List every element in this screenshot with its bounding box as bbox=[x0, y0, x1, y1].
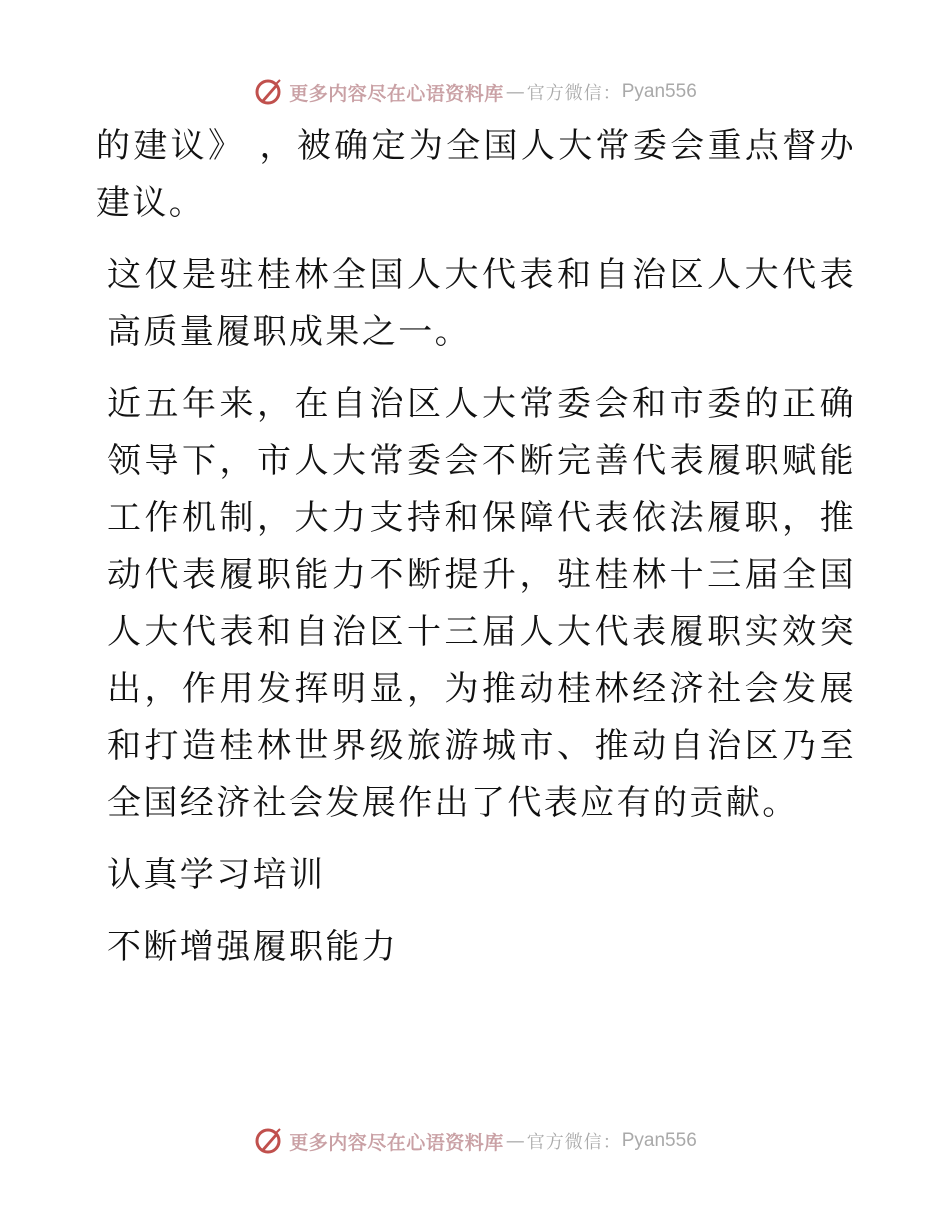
quill-logo-icon bbox=[253, 77, 283, 107]
quill-logo-icon bbox=[253, 1126, 283, 1156]
watermark-wechat-id: Pyan556 bbox=[621, 1130, 697, 1151]
watermark-sub-text: 官方微信： bbox=[526, 1132, 622, 1153]
watermark-main-text: 更多内容尽在心语资料库 bbox=[289, 1131, 504, 1154]
paragraph-3: 近五年来，在自治区人大常委会和市委的正确领导下，市人大常委会不断完善代表履职赋能工作机制，大力支持和保障代表依法履职，推动代表履职能力不断提升，驻桂林十三届全国人大代表和自治区十三届人大代表履职实效突出，作用发挥明显，为推动桂林经济社会发展和打造桂林世界级旅游城市、推动自治区乃至全国经济社会发展作出了代表应有的贡献。 bbox=[107, 384, 856, 823]
footer-watermark bbox=[0, 1121, 950, 1161]
watermark-sub-text: 官方微信： bbox=[526, 83, 622, 104]
document-body bbox=[96, 118, 856, 991]
section-heading-1: 认真学习培训 bbox=[107, 855, 326, 895]
paragraph-2: 这仅是驻桂林全国人大代表和自治区人大代表高质量履职成果之一。 bbox=[107, 255, 856, 352]
watermark-dash: — bbox=[505, 81, 525, 103]
paragraph-1: 的建议》 ，被确定为全国人大常委会重点督办建议。 bbox=[96, 126, 856, 223]
watermark-wechat-id: Pyan556 bbox=[621, 81, 697, 102]
header-watermark bbox=[0, 72, 950, 112]
section-heading-2: 不断增强履职能力 bbox=[107, 927, 399, 967]
watermark-dash: — bbox=[505, 1130, 525, 1152]
watermark-main-text: 更多内容尽在心语资料库 bbox=[289, 82, 504, 105]
